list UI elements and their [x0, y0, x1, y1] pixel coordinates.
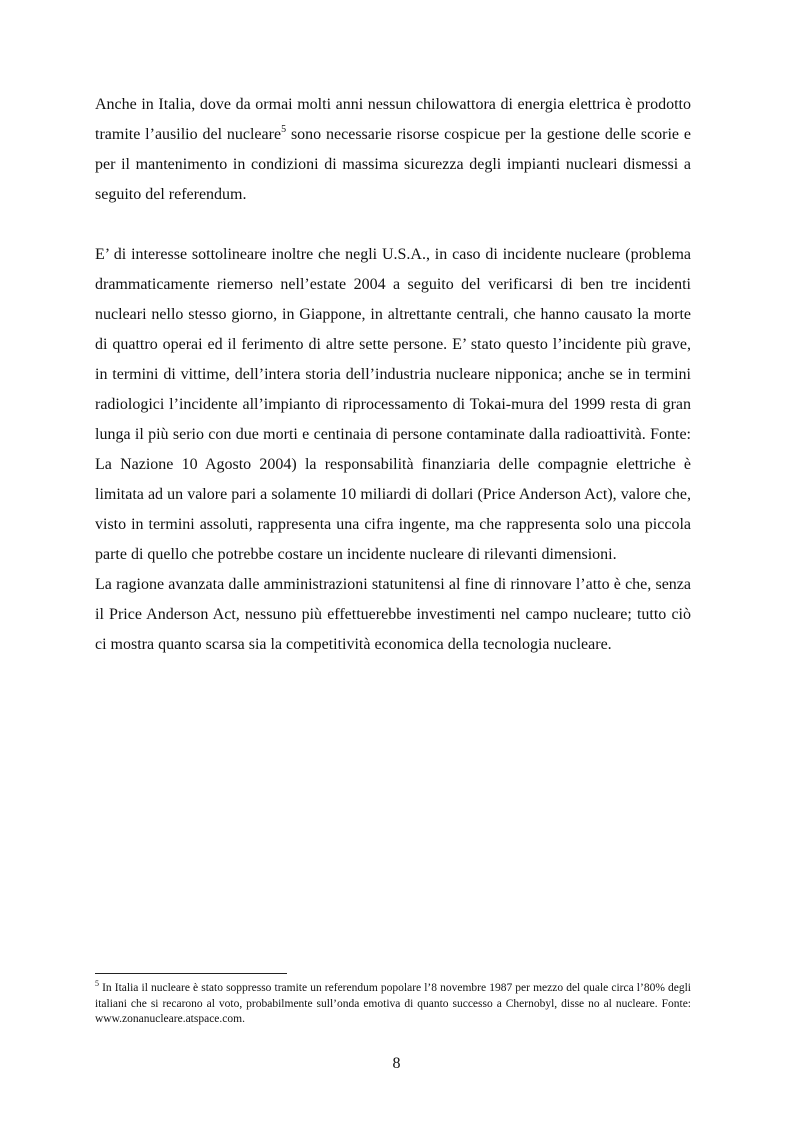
paragraph-spacer	[95, 210, 691, 240]
paragraph-italia	[95, 90, 691, 210]
paragraph-text: Anche in Italia, dove da ormai molti anni nessun chilowattora di energia elettrica è prodotto tramite l’ausilio del nucleare	[95, 96, 691, 143]
footnote-separator	[95, 973, 287, 974]
paragraph-price-anderson: La ragione avanzata dalle amministrazioni statunitensi al fine di rinnovare l’atto è che, senza il Price Anderson Act, nessuno più effettuerebbe investimenti nel campo nucleare; tutto ciò ci mostra quanto scarsa sia la competitività economica della tecnologia nucleare.	[95, 576, 691, 653]
footnote-reference: 5	[281, 124, 287, 135]
paragraph-usa: E’ di interesse sottolineare inoltre che negli U.S.A., in caso di incidente nucleare (problema drammaticamente riemerso nell’estate 2004 a seguito del verificarsi di ben tre incidenti nucleari nello stesso giorno, in Giappone, in altrettante centrali, che hanno causato la morte di quattro operai ed il ferimento di altre sette persone. E’ stato questo l’incidente più grave, in termini di vittime, dell’intera storia dell’industria nucleare nipponica; anche se in termini radiologici l’incidente all’impianto di riprocessamento di Tokai-mura del 1999 resta di gran lunga il più serio con due morti e centinaia di persone contaminate dalla radioattività. Fonte: La Nazione 10 Agosto 2004) la responsabilità finanziaria delle compagnie elettriche è limitata ad un valore pari a solamente 10 miliardi di dollari (Price Anderson Act), valore che, visto in termini assoluti, rappresenta una cifra ingente, ma che rappresenta solo una piccola parte di quello che potrebbe costare un incidente nucleare di rilevanti dimensioni.	[95, 246, 691, 563]
paragraph-text: sono necessarie risorse cospicue per la gestione delle scorie e per il mantenimento in condizioni di massima sicurezza degli impianti nucleari dismessi a seguito del referendum.	[95, 126, 691, 203]
footnote-text: In Italia il nucleare è stato soppresso tramite un referendum popolare l’8 novembre 1987 per mezzo del quale circa l’80% degli italiani che si recarono al voto, probabilmente sull’onda emotiva di quanto successo a Chernobyl, disse no al nucleare. Fonte: www.zonanucleare.atspace.com.	[95, 982, 691, 1025]
body-text	[95, 90, 691, 660]
footnote-number: 5	[95, 979, 99, 988]
footnote	[95, 981, 691, 1028]
page-number: 8	[392, 1055, 401, 1072]
